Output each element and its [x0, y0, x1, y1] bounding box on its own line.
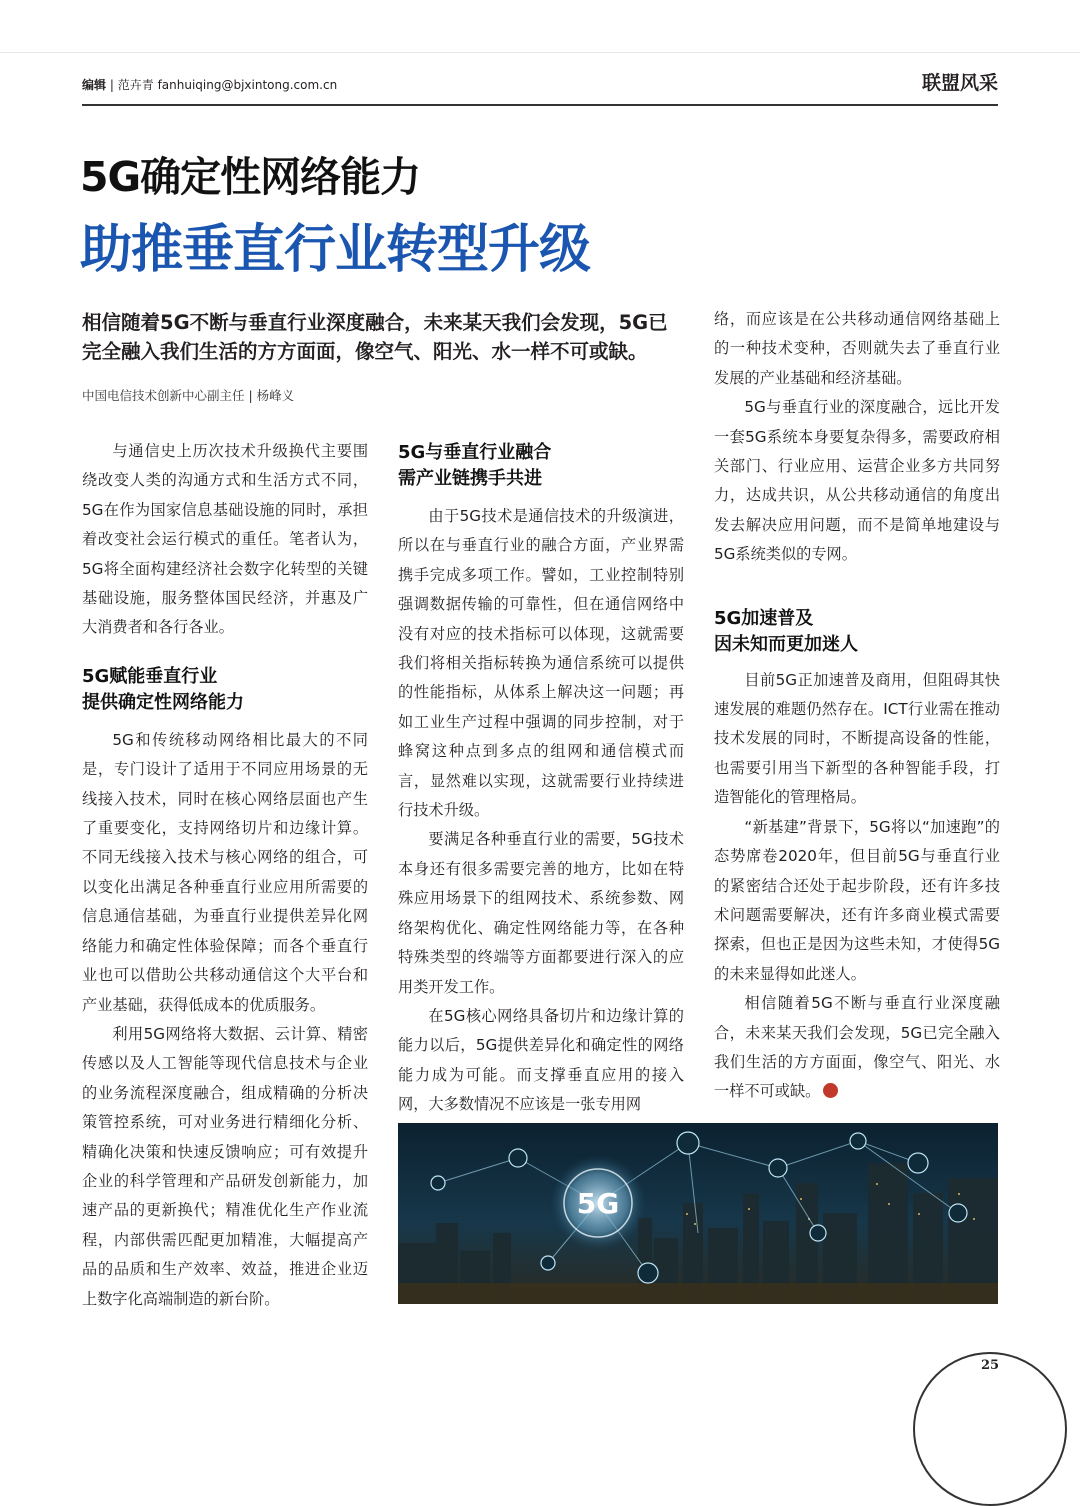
subheading-line: 需产业链携手共进	[398, 468, 542, 489]
editor-credit	[82, 76, 337, 93]
subheading	[714, 606, 1000, 658]
article-title-line2: 助推垂直行业转型升级	[80, 220, 591, 280]
paragraph: 5G和传统移动网络相比最大的不同是，专门设计了适用于不同应用场景的无线接入技术，同时在核心网络层面也产生了重要变化，支持网络切片和边缘计算。不同无线接入技术与核心网络的组合，可以变化出满足各种垂直行业应用所需要的信息通信基础，为垂直行业提供差异化网络能力和确定性体验保障；而各个垂直行业也可以借助公共移动通信这个大平台和产业基础，获得低成本的优质服务。	[82, 730, 368, 1014]
subheading-line: 提供确定性网络能力	[82, 691, 244, 713]
article-column-3	[714, 305, 1000, 1107]
section-title: 联盟风采	[921, 72, 998, 94]
paragraph: 利用5G网络将大数据、云计算、精密传感以及人工智能等现代信息技术与企业的业务流程深度融合，组成精确的分析决策管控系统，可对业务进行精细化分析、精确化决策和快速反馈响应；可有效提升企业的科学管理和产品研发创新能力，加速产品的更新换代；精准优化生产作业流程，内部供需匹配更加精准，大幅提高产品的品质和生产效率、效益，推进企业迈上数字化高端制造的新台阶。	[82, 1024, 368, 1308]
paragraph-final	[714, 989, 1000, 1107]
article-column-1	[82, 437, 368, 1314]
article-lead: 相信随着5G不断与垂直行业深度融合，未来某天我们会发现，5G已完全融入我们生活的方方面面，像空气、阳光、水一样不可或缺。	[82, 311, 668, 363]
paragraph: “新基建”背景下，5G将以“加速跑”的态势席卷2020年，但目前5G与垂直行业的紧密结合还处于起步阶段，还有许多技术问题需要解决，还有许多商业模式需要探索，但也正是因为这些未知，才使得5G的未来显得如此迷人。	[714, 817, 1000, 983]
editor-label: 编辑	[82, 78, 107, 92]
subheading-line: 5G与垂直行业融合	[398, 442, 552, 463]
subheading	[82, 664, 368, 716]
subheading-line: 5G赋能垂直行业	[82, 665, 218, 687]
page-number: 25	[980, 1358, 1000, 1373]
end-mark-icon	[823, 1083, 838, 1098]
editor-name: 范卉青	[117, 78, 154, 92]
author-byline: 中国电信技术创新中心副主任 | 杨峰义	[82, 388, 295, 403]
subheading-line: 因未知而更加迷人	[714, 633, 858, 655]
paragraph: 要满足各种垂直行业的需要，5G技术本身还有很多需要完善的地方，比如在特殊应用场景下的组网技术、系统参数、网络架构优化、确定性网络能力等，在各种特殊类型的终端等方面都要进行深入的应用类开发工作。	[398, 830, 684, 996]
photo-illustration	[398, 1123, 998, 1304]
header-rule	[82, 104, 998, 106]
editor-separator: |	[109, 78, 114, 92]
subheading-line: 5G加速普及	[714, 607, 814, 629]
city-5g-network-photo	[398, 1123, 998, 1304]
editor-email: fanhuiqing@bjxintong.com.cn	[157, 78, 338, 92]
final-text: 相信随着5G不断与垂直行业深度融合，未来某天我们会发现，5G已完全融入我们生活的方方面面，像空气、阳光、水一样不可或缺。	[714, 994, 1000, 1101]
top-edge-line	[0, 52, 1080, 53]
article-column-2	[398, 440, 684, 1120]
paragraph: 由于5G技术是通信技术的升级演进，所以在与垂直行业的融合方面，产业界需携手完成多项工作。譬如，工业控制特别强调数据传输的可靠性，但在通信网络中没有对应的技术指标可以体现，这就需要我们将相关指标转换为通信系统可以提供的性能指标，从体系上解决这一问题；再如工业生产过程中强调的同步控制，对于蜂窝这种点到多点的组网和通信模式而言，显然难以实现，这就需要行业持续进行技术升级。	[398, 507, 684, 820]
paragraph-continued: 络，而应该是在公共移动通信网络基础上的一种技术变种，否则就失去了垂直行业发展的产业基础和经济基础。	[714, 310, 1000, 387]
photo-5g-label: 5G	[576, 1187, 620, 1220]
article-title-line1: 5G确定性网络能力	[80, 153, 421, 201]
page-number-badge	[913, 1352, 1067, 1506]
paragraph: 在5G核心网络具备切片和边缘计算的能力以后，5G提供差异化和确定性的网络能力成为可能。而支撑垂直应用的接入网，大多数情况不应该是一张专用网	[398, 1006, 684, 1114]
paragraph: 与通信史上历次技术升级换代主要围绕改变人类的沟通方式和生活方式不同，5G在作为国家信息基础设施的同时，承担着改变社会运行模式的重任。笔者认为，5G将全面构建经济社会数字化转型的关键基础设施，服务整体国民经济，并惠及广大消费者和各行各业。	[82, 442, 368, 637]
paragraph: 目前5G正加速普及商用，但阻碍其快速发展的难题仍然存在。ICT行业需在推动技术发展的同时，不断提高设备的性能，也需要引用当下新型的各种智能手段，打造智能化的管理格局。	[714, 670, 1000, 807]
subheading	[398, 440, 684, 492]
paragraph: 5G与垂直行业的深度融合，远比开发一套5G系统本身要复杂得多，需要政府相关部门、行业应用、运营企业多方共同努力，达成共识，从公共移动通信的角度出发去解决应用问题，而不是简单地建设与5G系统类似的专网。	[714, 398, 1000, 564]
